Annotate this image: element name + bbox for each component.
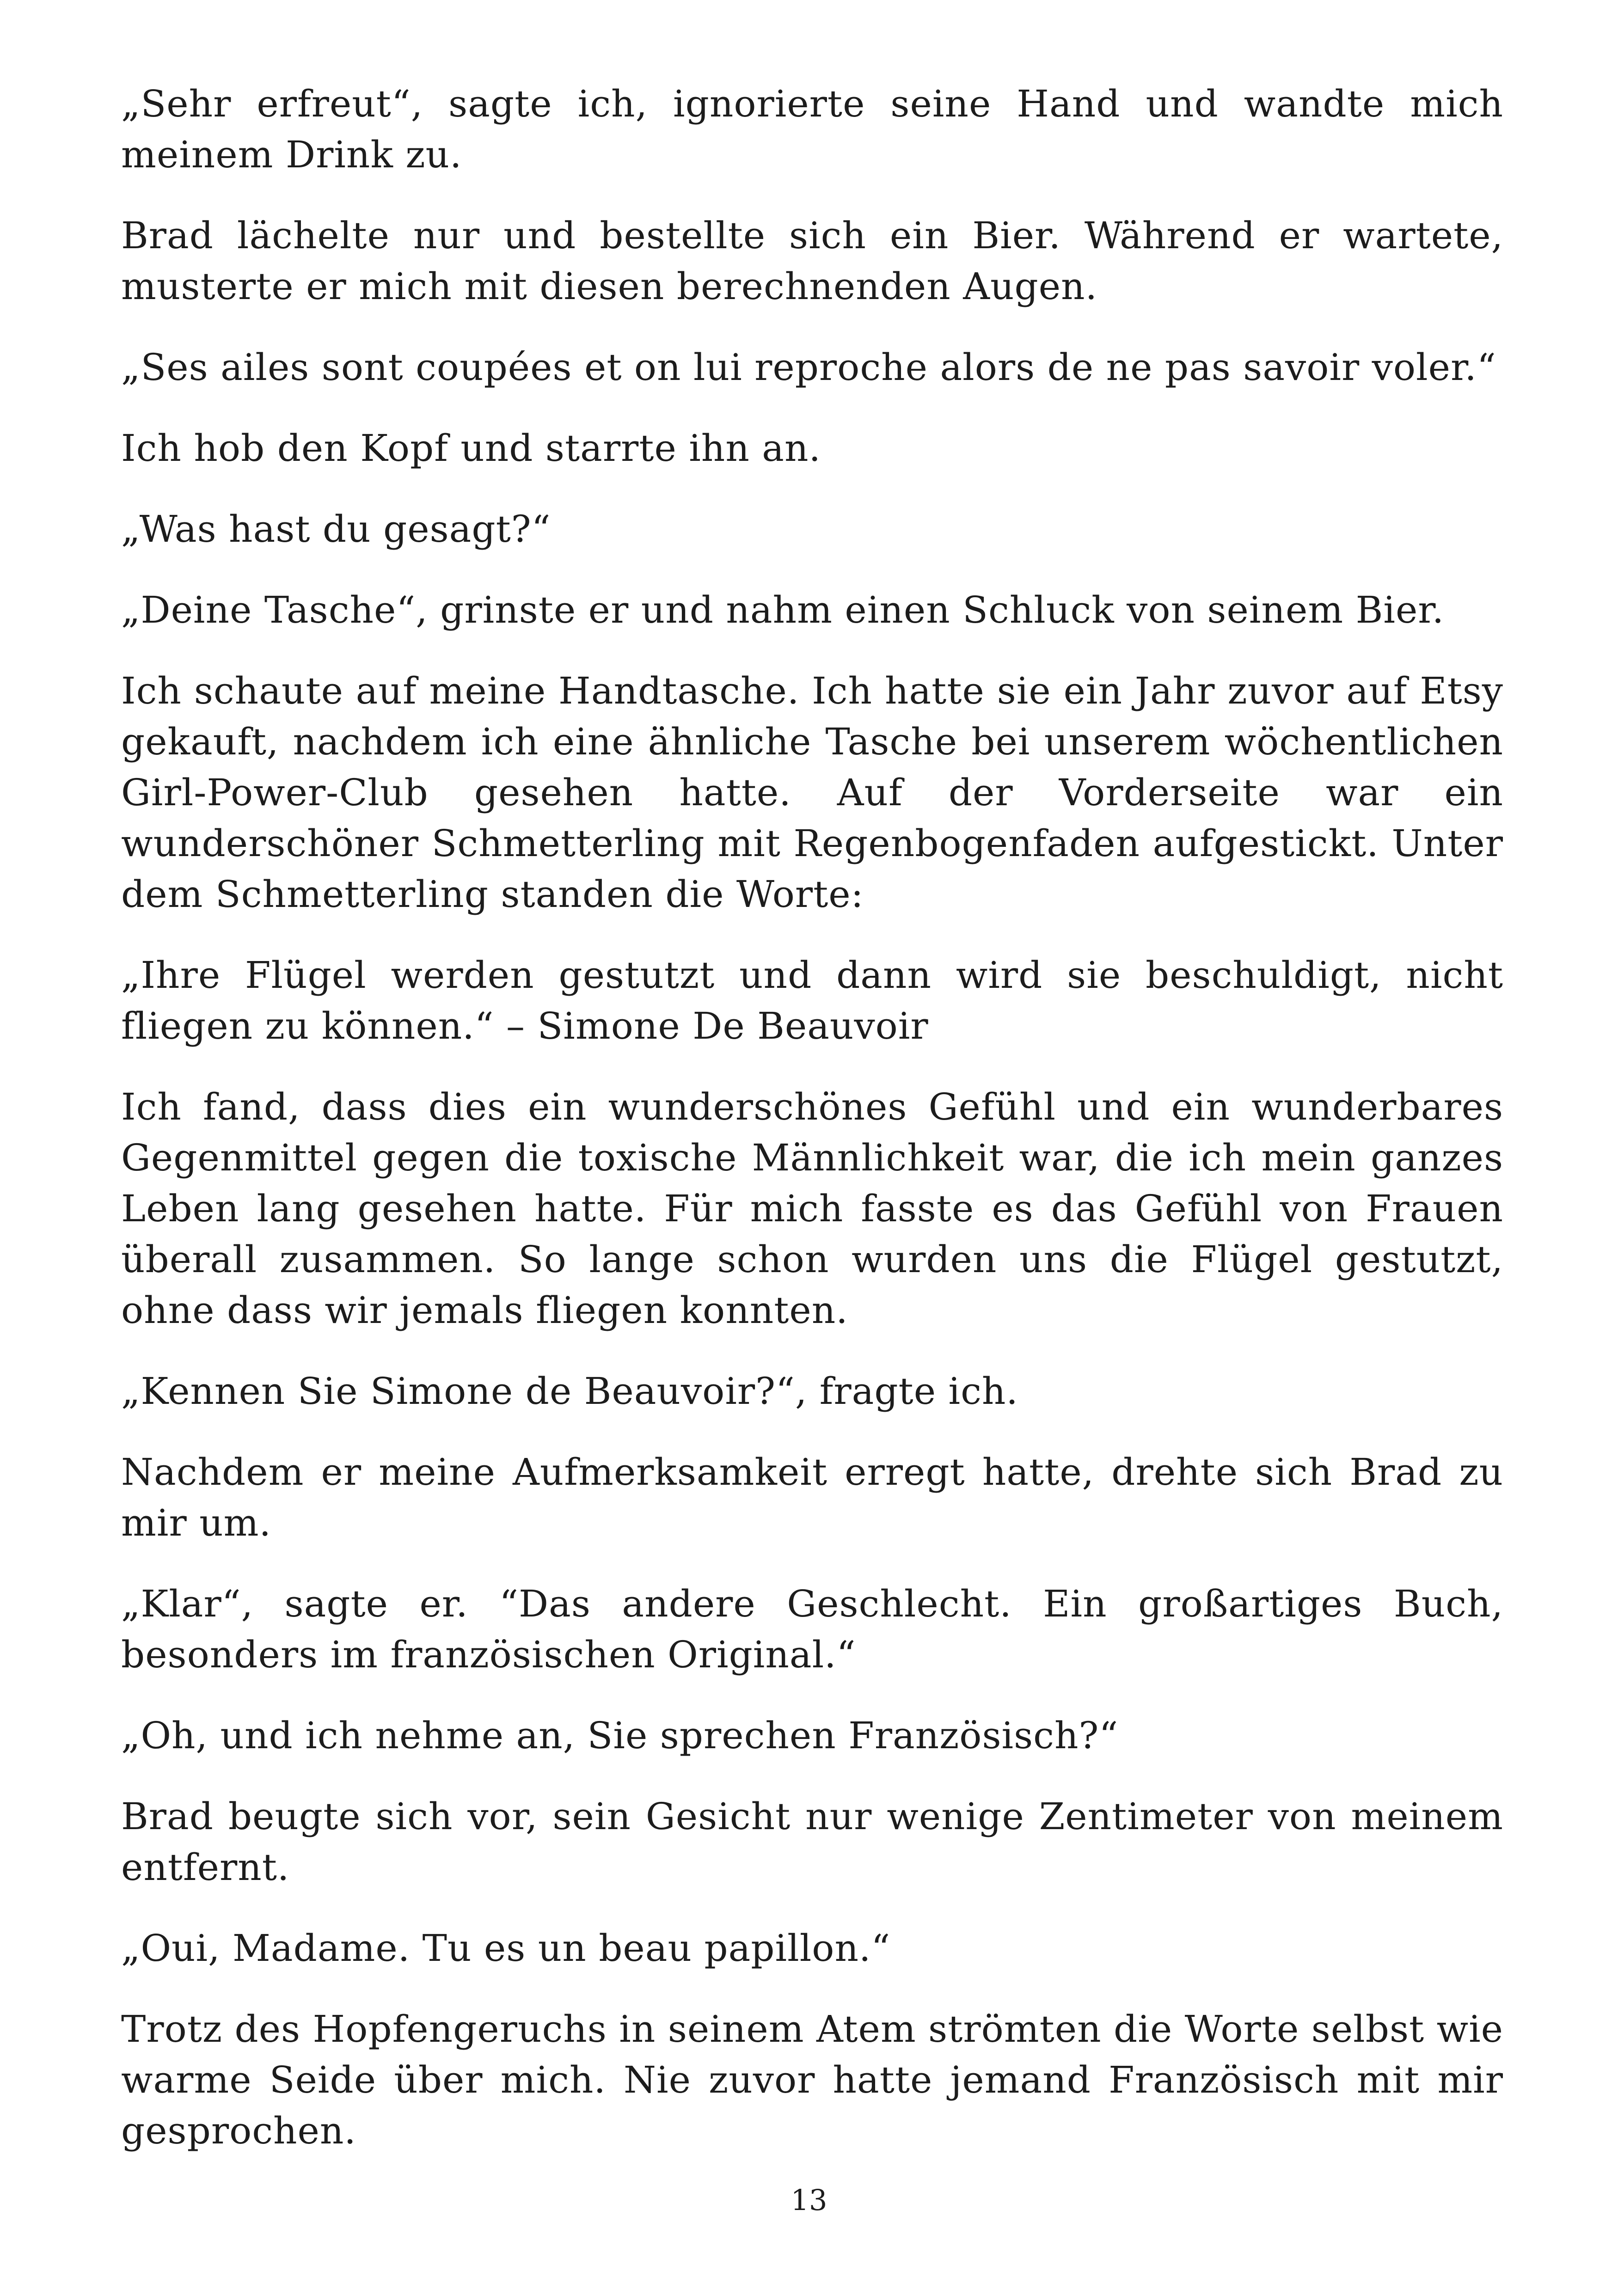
paragraph: Ich fand, dass dies ein wunderschönes Gefühl und ein wunderbares Gegenmittel gegen die toxische Männlichkeit war, die ich mein ganzes Leben lang gesehen hatte. Für mich fasste es das Gefühl von Frauen überall zusammen. So lange schon wurden uns die Flügel gestutzt, ohne dass wir jemals fliegen konnten. xyxy=(121,1085,1503,1332)
paragraph: Brad lächelte nur und bestellte sich ein Bier. Während er wartete, musterte er mich mit diesen berechnenden Augen. xyxy=(121,214,1503,308)
paragraph: „Ses ailes sont coupées et on lui reproche alors de ne pas savoir voler.“ xyxy=(121,346,1496,389)
paragraph: Brad beugte sich vor, sein Gesicht nur wenige Zentimeter von meinem entfernt. xyxy=(121,1795,1503,1889)
page-number: 13 xyxy=(791,2183,827,2217)
paragraph: „Ihre Flügel werden gestutzt und dann wird sie beschuldigt, nicht fliegen zu können.“ – Simone De Beauvoir xyxy=(121,954,1503,1047)
paragraph: „Kennen Sie Simone de Beauvoir?“, fragte ich. xyxy=(121,1370,1018,1413)
paragraph: Ich schaute auf meine Handtasche. Ich hatte sie ein Jahr zuvor auf Etsy gekauft, nachdem ich eine ähnliche Tasche bei unserem wöchentlichen Girl-Power-Club gesehen hatte. Auf der Vorderseite war ein wunderschöner Schmetterling mit Regenbogenfaden aufgestickt. Unter dem Schmetterling standen die Worte: xyxy=(121,669,1503,916)
body-text xyxy=(121,79,1503,2186)
paragraph: „Klar“, sagte er. “Das andere Geschlecht. Ein großartiges Buch, besonders im französischen Original.“ xyxy=(121,1582,1503,1676)
paragraph: „Sehr erfreut“, sagte ich, ignorierte seine Hand und wandte mich meinem Drink zu. xyxy=(121,82,1503,176)
paragraph: Ich hob den Kopf und starrte ihn an. xyxy=(121,427,821,470)
paragraph: „Oui, Madame. Tu es un beau papillon.“ xyxy=(121,1927,891,1970)
paragraph: „Was hast du gesagt?“ xyxy=(121,508,551,551)
paragraph: „Oh, und ich nehme an, Sie sprechen Französisch?“ xyxy=(121,1714,1119,1757)
paragraph: Trotz des Hopfengeruchs in seinem Atem strömten die Worte selbst wie warme Seide über mich. Nie zuvor hatte jemand Französisch mit mir gesprochen. xyxy=(121,2008,1503,2152)
paragraph: Nachdem er meine Aufmerksamkeit erregt hatte, drehte sich Brad zu mir um. xyxy=(121,1451,1503,1544)
paragraph: „Deine Tasche“, grinste er und nahm einen Schluck von seinem Bier. xyxy=(121,588,1445,631)
